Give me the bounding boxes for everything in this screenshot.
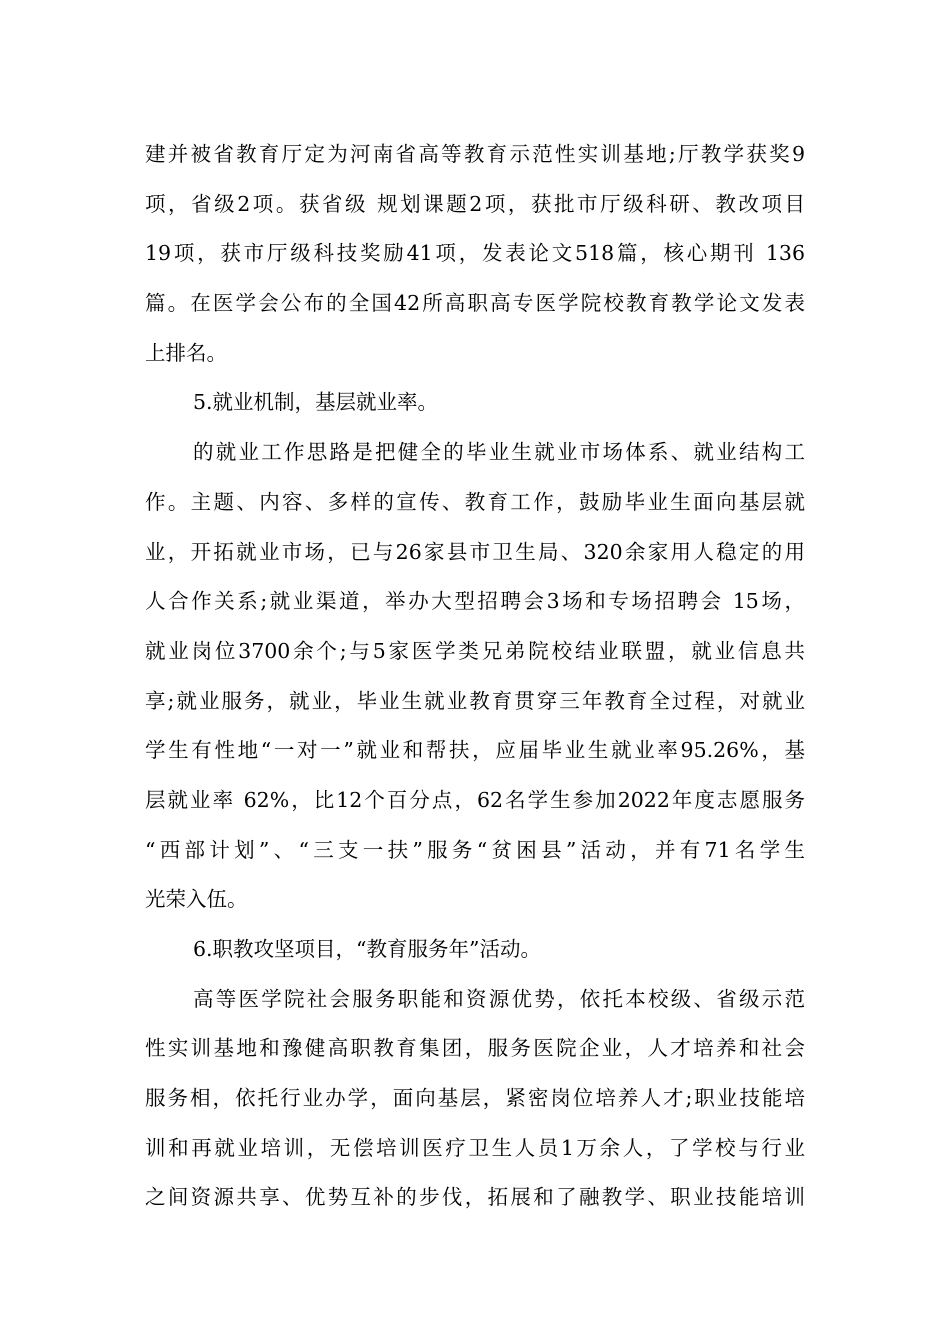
section-heading: 5.就业机制，基层就业率。 <box>193 390 439 415</box>
paragraph-line: 的就业工作思路是把健全的毕业生就业市场体系、就业结构工 <box>193 440 805 465</box>
paragraph-line: 业，开拓就业市场，已与26家县市卫生局、320余家用人稳定的用 <box>145 539 805 564</box>
paragraph-line: 光荣入伍。 <box>145 887 248 912</box>
paragraph-line: 之间资源共享、优势互补的步伐，拓展和了融教学、职业技能培训 <box>145 1185 805 1210</box>
paragraph-line: 高等医学院社会服务职能和资源优势，依托本校级、省级示范 <box>193 986 805 1011</box>
paragraph-line: 训和再就业培训，无偿培训医疗卫生人员1万余人，了学校与行业 <box>145 1135 805 1160</box>
paragraph-line: 享;就业服务，就业，毕业生就业教育贯穿三年教育全过程，对就业 <box>145 688 805 713</box>
paragraph-line: 建并被省教育厅定为河南省高等教育示范性实训基地;厅教学获奖9 <box>145 142 805 166</box>
paragraph-line: 上排名。 <box>145 340 227 365</box>
paragraph-line: “西部计划”、“三支一扶”服务“贫困县”活动，并有71名学生 <box>145 837 805 862</box>
paragraph-line: 学生有性地“一对一”就业和帮扶，应届毕业生就业率95.26%，基 <box>145 738 805 763</box>
paragraph-line: 服务相，依托行业办学，面向基层，紧密岗位培养人才;职业技能培 <box>145 1086 805 1111</box>
paragraph-line: 19项，获市厅级科技奖励41项，发表论文518篇，核心期刊 136 <box>145 241 805 266</box>
paragraph-line: 项，省级2项。获省级 规划课题2项，获批市厅级科研、教改项目 <box>145 191 805 216</box>
paragraph-line: 作。主题、内容、多样的宣传、教育工作，鼓励毕业生面向基层就 <box>145 489 805 514</box>
paragraph-line: 人合作关系;就业渠道，举办大型招聘会3场和专场招聘会 15场， <box>145 589 805 614</box>
section-heading: 6.职教攻坚项目，“教育服务年”活动。 <box>193 937 542 961</box>
paragraph-line: 就业岗位3700余个;与5家医学类兄弟院校结业联盟，就业信息共 <box>145 638 805 663</box>
paragraph-line: 性实训基地和豫健高职教育集团，服务医院企业，人才培养和社会 <box>145 1036 805 1061</box>
paragraph-line: 篇。在医学会公布的全国42所高职高专医学院校教育教学论文发表 <box>145 291 805 316</box>
paragraph-line: 层就业率 62%，比12个百分点，62名学生参加2022年度志愿服务 <box>145 787 805 812</box>
body-text <box>145 130 805 1223</box>
